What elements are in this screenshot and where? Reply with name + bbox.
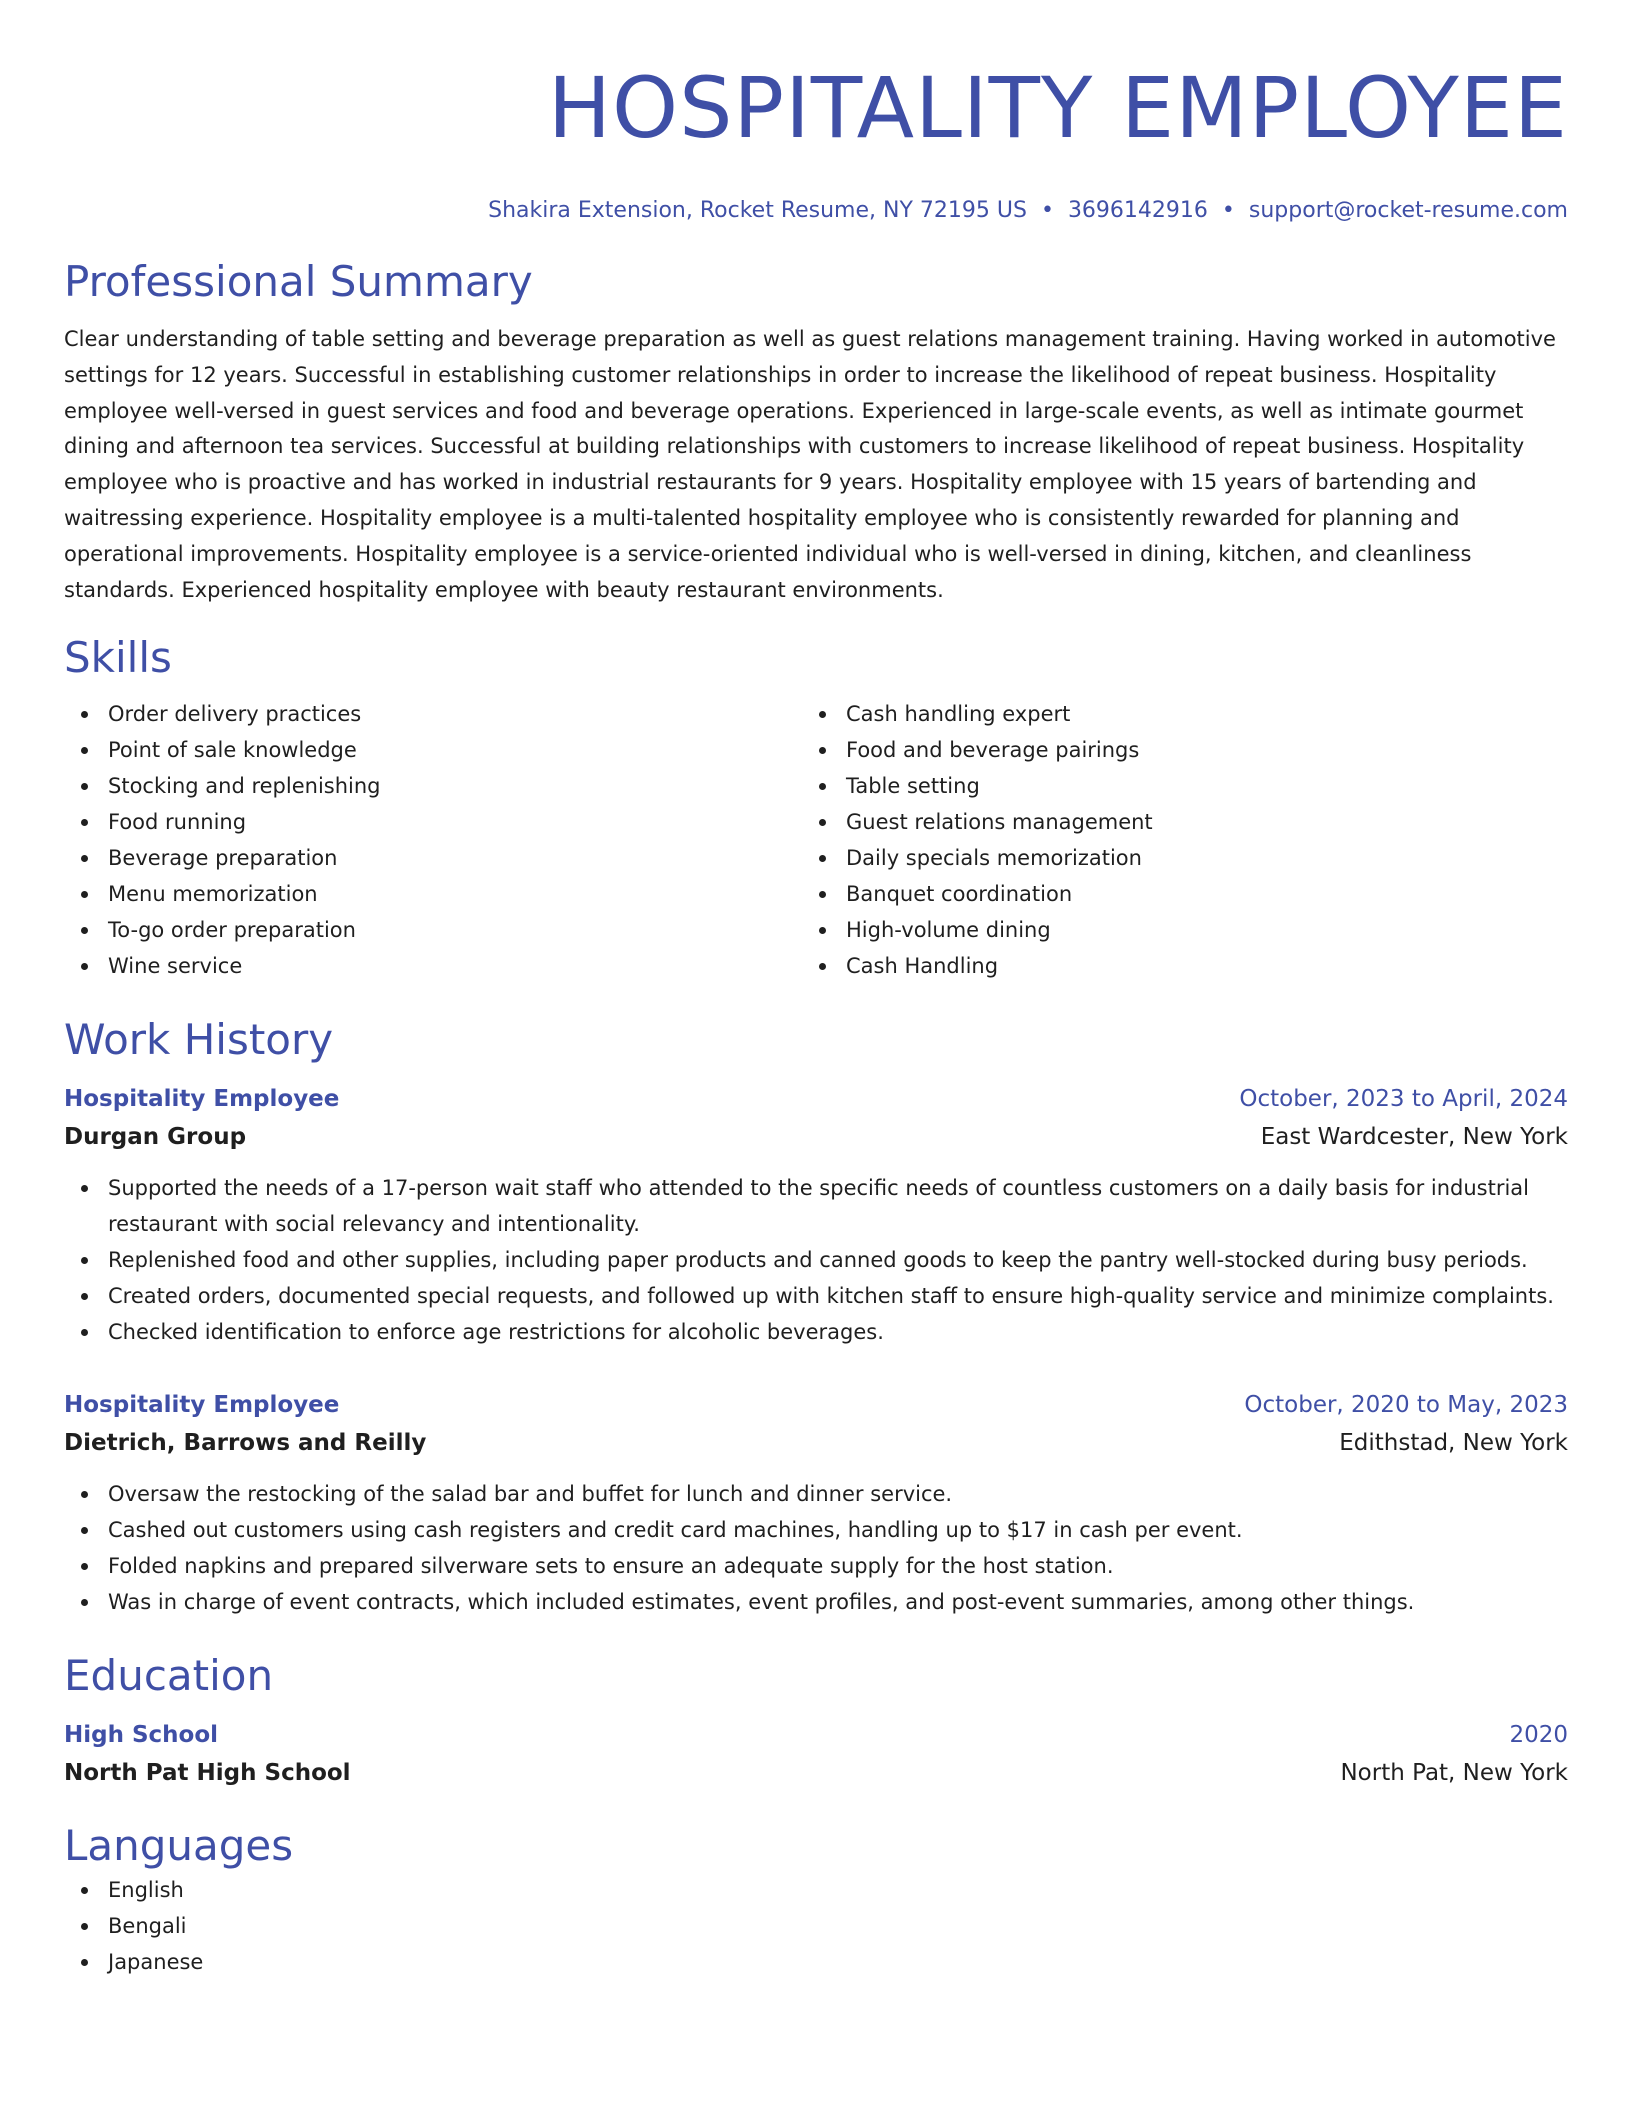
job-dates: October, 2020 to May, 2023 [1244,1392,1568,1419]
contact-address: Shakira Extension, Rocket Resume, NY 72195 US [488,198,1027,223]
job-title-row [64,1080,1568,1118]
skill-item: To-go order preparation [64,912,802,948]
education-section [64,1650,1568,1792]
languages-list [64,1872,1568,1980]
job-duties-list [64,1476,1568,1620]
job-employer: Dietrich, Barrows and Reilly [64,1430,427,1457]
job-duty: Checked identification to enforce age restrictions for alcoholic beverages. [64,1314,1568,1350]
skill-item: Food running [64,804,802,840]
skill-item: Menu memorization [64,876,802,912]
education-school: North Pat High School [64,1760,351,1787]
skill-item: High-volume dining [802,912,1540,948]
job-duty: Cashed out customers using cash registers and credit card machines, handling up to $17 in cash per event. [64,1512,1568,1548]
skills-list-right [802,696,1540,984]
contact-separator: • [1221,198,1235,223]
education-degree: High School [64,1722,219,1749]
language-item: Japanese [64,1944,1568,1980]
job-duty: Folded napkins and prepared silverware sets to ensure an adequate supply for the host station. [64,1548,1568,1584]
skill-item: Cash Handling [802,948,1540,984]
job-location: Edithstad, New York [1339,1430,1568,1457]
job-duty: Was in charge of event contracts, which included estimates, event profiles, and post-event summaries, among other things. [64,1584,1568,1620]
job-title: Hospitality Employee [64,1392,340,1419]
language-item: Bengali [64,1908,1568,1944]
skills-list-left [64,696,802,984]
skills-heading: Skills [64,633,172,683]
work-history-heading: Work History [64,1015,334,1065]
education-heading: Education [64,1651,274,1701]
job-title: Hospitality Employee [64,1086,340,1113]
job-duty: Replenished food and other supplies, including paper products and canned goods to keep the pantry well-stocked during busy periods. [64,1242,1568,1278]
skill-item: Daily specials memorization [802,840,1540,876]
job-duties-list [64,1170,1568,1350]
education-year: 2020 [1509,1722,1568,1749]
education-entry [64,1716,1568,1792]
education-location: North Pat, New York [1340,1760,1568,1787]
job-employer: Durgan Group [64,1124,247,1151]
summary-heading: Professional Summary [64,257,533,306]
job-employer-row [64,1424,1568,1462]
contact-email[interactable]: support@rocket-resume.com [1248,198,1568,223]
skill-item: Banquet coordination [802,876,1540,912]
summary-section [64,256,1568,608]
skills-grid [64,696,1568,984]
education-degree-row [64,1716,1568,1754]
skill-item: Wine service [64,948,802,984]
skill-item: Table setting [802,768,1540,804]
skill-item: Stocking and replenishing [64,768,802,804]
skill-item: Order delivery practices [64,696,802,732]
job-entry [64,1386,1568,1620]
languages-section [64,1820,1568,1980]
job-duty: Created orders, documented special requests, and followed up with kitchen staff to ensure high-quality service and minimize complaints. [64,1278,1568,1314]
language-item: English [64,1872,1568,1908]
job-location: East Wardcester, New York [1260,1124,1568,1151]
skills-section [64,632,1568,984]
job-duty: Oversaw the restocking of the salad bar and buffet for lunch and dinner service. [64,1476,1568,1512]
summary-text: Clear understanding of table setting and beverage preparation as well as guest relations management training. Having worked in automotive settings for 12 years. Successful in establishing customer relationships in order to increase the likelihood of repeat business. Hospitality employee well-versed in guest services and food and beverage operations. Experienced in large-scale events, as well as intimate gourmet dining and afternoon tea services. Successful at building relationships with customers to increase likelihood of repeat business. Hospitality employee who is proactive and has worked in industrial restaurants for 9 years. Hospitality employee with 15 years of bartending and waitressing experience. Hospitality employee is a multi-talented hospitality employee who is consistently rewarded for planning and operational improvements. Hospitality employee is a service-oriented individual who is well-versed in dining, kitchen, and cleanliness standards. Experienced hospitality employee with beauty restaurant environments. [64,327,1556,602]
contact-separator: • [1040,198,1054,223]
languages-heading: Languages [64,1821,294,1871]
job-duty: Supported the needs of a 17-person wait staff who attended to the specific needs of countless customers on a daily basis for industrial restaurant with social relevancy and intentionality. [64,1170,1568,1242]
education-school-row [64,1754,1568,1792]
job-entry [64,1080,1568,1350]
job-dates: October, 2023 to April, 2024 [1239,1086,1568,1113]
skills-column-left [64,696,802,984]
job-employer-row [64,1118,1568,1156]
skill-item: Cash handling expert [802,696,1540,732]
skill-item: Food and beverage pairings [802,732,1540,768]
resume-header [64,58,1568,226]
contact-phone: 3696142916 [1067,198,1208,223]
candidate-name: HOSPITALITY EMPLOYEE [547,59,1568,157]
job-title-row [64,1386,1568,1424]
work-history-section [64,1014,1568,1620]
skill-item: Beverage preparation [64,840,802,876]
skill-item: Guest relations management [802,804,1540,840]
skill-item: Point of sale knowledge [64,732,802,768]
contact-line [64,196,1568,226]
skills-column-right [802,696,1540,984]
